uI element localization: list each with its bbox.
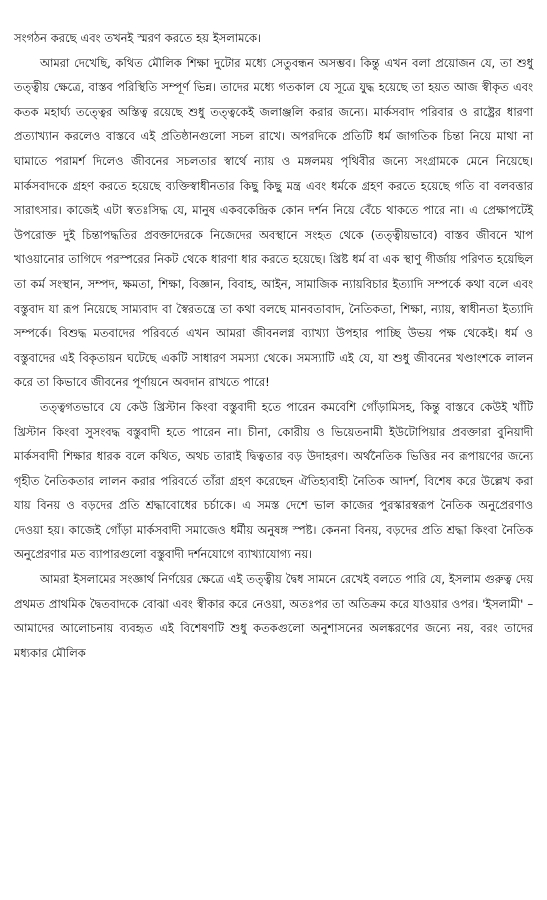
- paragraph: তত্ত্বগতভাবে যে কেউ খ্রিস্টান কিংবা বস্তুবাদী হতে পারেন কমবেশি গোঁড়ামিসহ, কিন্তু বাস্তবে কেউই খাঁটি খ্রিস্টান কিংবা সুসংবদ্ধ বস্তুবাদী হতে পারেন না। চীনা, কোরীয় ও ভিয়েতনামী ইউটোপিয়ার প্রবক্তারা বুনিয়াদী মার্কসবাদী শিক্ষার ধারক বলে কথিত, অথচ তারাই দ্বিত্বতার বড় উদাহরণ। অর্থনৈতিক ভিত্তির নব রূপায়ণের জন্যে গৃহীত নৈতিকতার লালন করার পরিবর্তে তাঁরা গ্রহণ করেছেন ঐতিহ্যবাহী নৈতিক আদর্শ, বিশেষ করে উল্লেখ করা যায় বিনয় ও বড়দের প্রতি শ্রদ্ধাবোধের চর্চাকে। এ সমস্ত দেশে ভাল কাজের পুরস্কারস্বরূপ নৈতিক অনুপ্রেরণাও দেওয়া হয়। কাজেই গোঁড়া মার্কসবাদী সমাজেও ধর্মীয় অনুষঙ্গ স্পষ্ট। কেননা বিনয়, বড়দের প্রতি শ্রদ্ধা কিংবা নৈতিক অনুপ্রেরণার মত ব্যাপারগুলো বস্তুবাদী দর্শনযোগে ব্যাখ্যাযোগ্য নয়।: [14, 399, 533, 562]
- paragraph: আমরা ইসলামের সংজ্ঞার্থ নির্ণয়ের ক্ষেত্রে এই তত্ত্বীয় দ্বৈধ সামনে রেখেই বলতে পারি যে, ইসলাম গুরুত্ব দেয় প্রথমত প্রাথমিক দ্বৈতবাদকে বোঝা এবং স্বীকার করে নেওয়া, অতঃপর তা অতিক্রম করে যাওয়ার ওপর। 'ইসলামী' – আমাদের আলোচনায় ব্যবহৃত এই বিশেষণটি শুধু কতকগুলো অনুশাসনের অলঙ্করণের জন্যে নয়, বরং তাদের মধ্যকার মৌলিক: [14, 572, 533, 660]
- paragraph: আমরা দেখেছি, কথিত মৌলিক শিক্ষা দুটোর মধ্যে সেতুবন্ধন অসম্ভব। কিন্তু এখন বলা প্রয়োজন যে, তা শুধু তত্ত্বীয় ক্ষেত্রে, বাস্তব পরিস্থিতি সম্পূর্ণ ভিন্ন। তাদের মধ্যে গতকাল যে সূত্রে যুদ্ধ হয়েছে তা হয়ত আজ স্বীকৃত এবং কতক মহার্ঘ্য তত্ত্বের অস্তিত্ব রয়েছে শুধু তত্ত্বকেই জলাঞ্জলি করার জন্যে। মার্কসবাদ পরিবার ও রাষ্ট্রের ধারণা প্রত্যাখ্যান করলেও বাস্তবে এই প্রতিষ্ঠানগুলো সচল রাখে। অপরদিকে প্রতিটি ধর্ম জাগতিক চিন্তা নিয়ে মাথা না ঘামাতে পরামর্শ দিলেও জীবনের সচলতার স্বার্থে ন্যায় ও মঙ্গলময় পৃথিবীর জন্যে সংগ্রামকে মেনে নিয়েছে। মার্কসবাদকে গ্রহণ করতে হয়েছে ব্যক্তিস্বাধীনতার কিছু কিছু মন্ত্র এবং ধর্মকে গ্রহণ করতে হয়েছে গতি বা বলবত্তার সারাৎসার। কাজেই এটা স্বতঃসিদ্ধ যে, মানুষ একবকেন্দ্রিক কোন দর্শন নিয়ে বেঁচে থাকতে পারে না। এ প্রেক্ষাপটেই উপরোক্ত দুই চিন্তাপদ্ধতির প্রবক্তাদেরকে নিজেদের অবস্থানে সংহত থেকে (তত্ত্বীয়ভাবে) বাস্তব জীবনে খাপ খাওয়ানোর তাগিদে পরস্পরের নিকট থেকে ধারণা ধার করতে হয়েছে। খ্রিষ্ট ধর্ম বা এক স্থাণু গীর্জায় পরিণত হয়েছিল তা কর্ম সংস্থান, সম্পদ, ক্ষমতা, শিক্ষা, বিজ্ঞান, বিবাহ, আইন, সামাজিক ন্যায়বিচার ইত্যাদি সম্পর্কে কথা বলে এবং বস্তুবাদ যা রূপ নিয়েছে সাম্যবাদ বা স্বৈরতন্ত্রে তা কথা বলছে মানবতাবাদ, নৈতিকতা, শিক্ষা, ন্যায়, স্বাধীনতা ইত্যাদি সম্পর্কে। বিশুদ্ধ মতবাদের পরিবর্তে এখন আমরা জীবনলগ্ন ব্যাখ্যা উপহার পাচ্ছি উভয় পক্ষ থেকেই। ধর্ম ও বস্তুবাদের এই বিকৃতায়ন ঘটেছে একটি সাধারণ সমস্যা থেকে। সমস্যাটি এই যে, যা শুধু জীবনের খণ্ডাংশকে লালন করে তা কিভাবে জীবনের পূর্ণায়নে অবদান রাখতে পারে!: [14, 55, 533, 390]
- paragraph-continuation: সংগঠন করছে এবং তখনই স্মরণ করতে হয় ইসলামকে।: [14, 31, 261, 45]
